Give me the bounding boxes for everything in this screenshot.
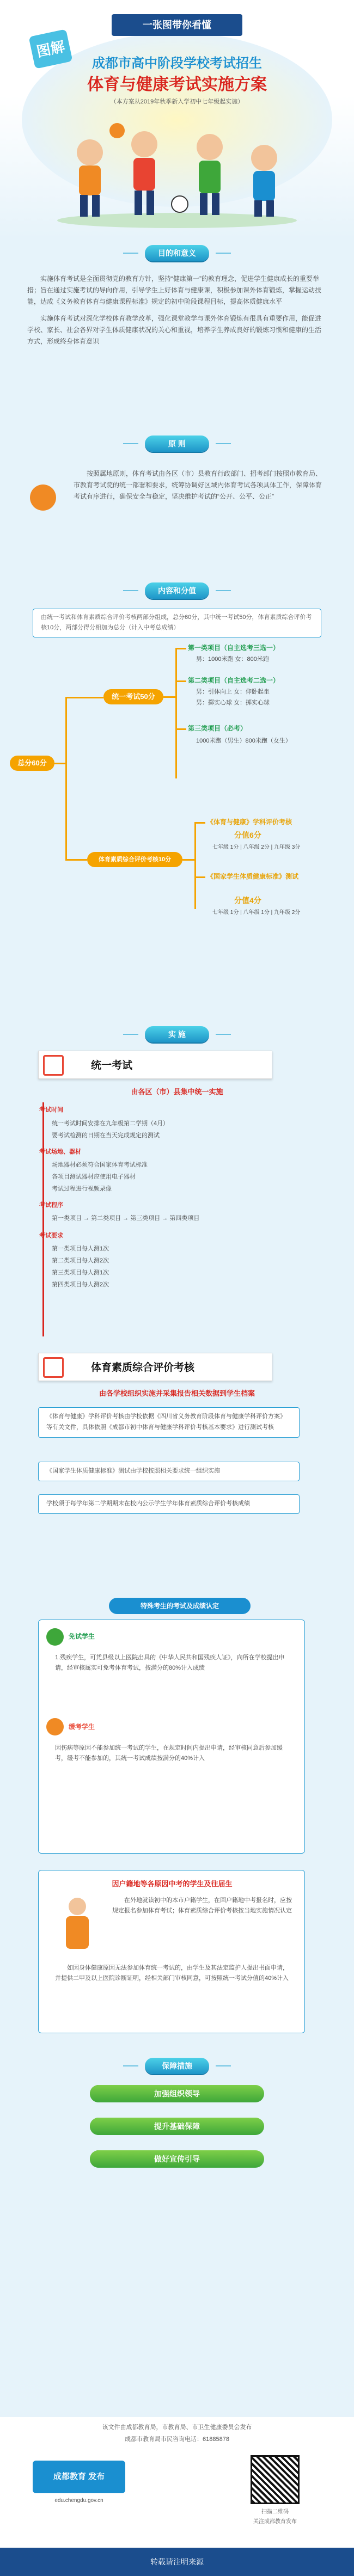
purpose-ribbon bbox=[145, 245, 209, 261]
tree-line bbox=[175, 648, 186, 649]
eval1-label: 《体育与健康》学科评价考核 bbox=[207, 818, 292, 826]
principle-text: 按照属地原则，体育考试由各区（市）县教育行政部门、招考部门按照市教育局、市教育考试院的统一部署和要求，统筹协调好区域内体育考试各项具体工作，保障体育考试有序进行，确保安全与稳定，坚决维护考试的“公开、公平、公正” bbox=[74, 470, 322, 500]
req-label: 考试要求 bbox=[39, 1232, 63, 1239]
unified-exam-sub: 由各区（市）县集中统一实施 bbox=[131, 1088, 223, 1096]
implementation-ribbon bbox=[145, 1026, 209, 1042]
eval1-grades: 七年级 1分 | 八年级 2分 | 九年级 3分 bbox=[212, 844, 301, 850]
qr-scan: 关注成都教育发布 bbox=[253, 2519, 297, 2525]
tree-line bbox=[175, 728, 186, 730]
basketball-hoop-icon bbox=[43, 1055, 64, 1076]
place-label: 考试场地、器材 bbox=[39, 1149, 81, 1155]
basketball-icon bbox=[109, 123, 125, 138]
special-title: 特殊考生的考试及成绩认定 bbox=[109, 1598, 251, 1614]
tree-line bbox=[182, 859, 194, 861]
player-2 bbox=[131, 131, 157, 215]
header-title-2: 体育与健康考试实施方案 bbox=[87, 76, 267, 94]
player-3 bbox=[197, 134, 223, 215]
purpose-text-2: 实施体育考试对深化学校体育教学改革，强化课堂教学与课外体育锻炼有很具有重要作用，能促进学校、家长、社会各界对学生体质健康状况的关心和重视，培养学生养成良好的锻炼习惯和健康的生活方式，形成终身体育意识 bbox=[27, 315, 322, 345]
tree-line bbox=[54, 763, 65, 764]
proc-step-1: 第一类项目 bbox=[52, 1215, 82, 1222]
defer-icon bbox=[46, 1718, 64, 1735]
cat1-label: 第一类项目（自主选考三选一） bbox=[188, 644, 280, 652]
guarantee-item-3: 做好宣传引导 bbox=[90, 2150, 264, 2168]
footer-logo: 成都教育 发布 bbox=[33, 2461, 125, 2493]
exempt-label: 免试学生 bbox=[69, 1633, 95, 1640]
eval-title: 体育素质综合评价考核 bbox=[91, 1362, 195, 1373]
transfer-card bbox=[38, 1870, 305, 2033]
basketball-icon bbox=[30, 484, 56, 511]
tree-line bbox=[194, 822, 196, 909]
unified-exam-title: 统一考试 bbox=[91, 1060, 133, 1071]
guarantee-pill: 保障措施 bbox=[145, 2058, 209, 2074]
cat2-items-2: 男：掷实心球 女：掷实心球 bbox=[196, 700, 270, 706]
tree-line bbox=[175, 680, 186, 682]
eval-box-3: 学校须于每学年第二学期期末在校内公示学生学年体育素质综合评价考核成绩 bbox=[38, 1494, 300, 1514]
content-note: 由统一考试和体育素质综合评价考核两部分组成，总分60分，其中统一考试50分，体育素质综合评价考核10分，两部分得分相加为总分（计入中考总成绩） bbox=[33, 609, 321, 637]
timeline-line bbox=[42, 1102, 44, 1336]
player-1 bbox=[77, 139, 103, 217]
transfer-title: 因户籍地等各原因中考的学生及往届生 bbox=[112, 1880, 233, 1888]
place-3: 考试过程进行视频录像 bbox=[52, 1186, 112, 1192]
principle-ribbon bbox=[145, 436, 209, 452]
exempt-icon bbox=[46, 1628, 64, 1646]
header-badge: 一张图带你看懂 bbox=[112, 14, 242, 36]
footer-site: edu.chengdu.gov.cn bbox=[54, 2498, 103, 2504]
guarantee-ribbon bbox=[145, 2058, 209, 2074]
players-illustration bbox=[52, 114, 302, 229]
proc-label: 考试程序 bbox=[39, 1202, 63, 1209]
proc-step-3: 第三类项目 bbox=[130, 1215, 161, 1222]
footer-line-1: 该文件由成都教育局，市教育局、市卫生健康委员会发布 bbox=[102, 2424, 252, 2431]
eval2-label: 《国家学生体质健康标准》测试 bbox=[207, 873, 299, 880]
proc-step-4: 第四类项目 bbox=[169, 1215, 200, 1222]
eval-box-2: 《国家学生体质健康标准》测试由学校按照相关要求统一组织实施 bbox=[38, 1462, 300, 1481]
defer-label: 缓考学生 bbox=[69, 1723, 95, 1731]
proc-step-2: 第二类项目 bbox=[91, 1215, 121, 1222]
eval1-score: 分值6分 bbox=[234, 831, 261, 839]
guarantee-item-2: 提升基础保障 bbox=[90, 2118, 264, 2135]
proc-steps: 第一类项目 → 第二类项目 → 第三类项目 → 第四类项目 bbox=[52, 1215, 200, 1222]
tree-line bbox=[194, 876, 205, 878]
header-tag: 图解 bbox=[29, 29, 73, 69]
req-3: 第三类项目每人测1次 bbox=[52, 1269, 109, 1276]
tree-line bbox=[65, 859, 87, 861]
place-2: 各项目测试器材应使用电子器材 bbox=[52, 1174, 136, 1180]
cat3-label: 第三类项目（必考） bbox=[188, 725, 247, 732]
purpose-text: 实施体育考试是全面贯彻党的教育方针，坚持“健康第一”的教育理念，促进学生健康成长的重要举措；旨在通过实施考试的导向作用，引导学生上好体育与健康课，积极参加课外体育锻炼，掌握运动技能，达成《义务教育体育与健康课程标准》规定的初中阶段课程目标，提高体质健康水平 bbox=[27, 275, 322, 305]
time-2: 要考试检测的日期在当天完成规定的测试 bbox=[52, 1132, 160, 1139]
tree-line bbox=[175, 648, 177, 778]
eval-sub: 由各学校组织实施并采集报告相关数据到学生档案 bbox=[99, 1389, 255, 1397]
footer bbox=[0, 2417, 354, 2576]
player-4 bbox=[251, 145, 277, 217]
guarantee-item-1: 加强组织领导 bbox=[90, 2085, 264, 2102]
special-card bbox=[38, 1620, 305, 1854]
total-score: 总分60分 bbox=[10, 756, 54, 771]
req-2: 第二类项目每人测2次 bbox=[52, 1258, 109, 1264]
special-section bbox=[0, 1598, 354, 2044]
basketball-hoop-icon bbox=[43, 1357, 64, 1378]
content-section bbox=[0, 582, 354, 1029]
cat2-items: 男：引体向上 女：仰卧起坐 bbox=[196, 689, 270, 695]
eval-score: 体育素质综合评价考核10分 bbox=[87, 852, 182, 867]
header-title-1: 成都市高中阶段学校考试招生 bbox=[92, 56, 262, 71]
time-label: 考试时间 bbox=[39, 1107, 63, 1113]
eval2-grades: 七年级 1分 | 八年级 1分 | 九年级 2分 bbox=[212, 910, 301, 916]
place-1: 场地器材必须符合国家体育考试标准 bbox=[52, 1162, 148, 1168]
principle-pill: 原 则 bbox=[145, 436, 209, 452]
tree-line bbox=[163, 696, 175, 698]
eval2-score: 分值4分 bbox=[234, 896, 261, 905]
req-4: 第四类项目每人测2次 bbox=[52, 1281, 109, 1288]
eval-header bbox=[38, 1353, 272, 1381]
unified-score: 统一考试50分 bbox=[103, 689, 163, 704]
content-ribbon bbox=[145, 582, 209, 599]
guarantee-section bbox=[0, 2058, 354, 2199]
defer-text: 因伤病等原因不能参加统一考试的学生，在规定时间内提出申请，经审核同意后参加缓考，缓考不能参加的，其统一考试成绩按满分的40%计入 bbox=[55, 1745, 283, 1762]
header-subtitle: （本方案从2019年秋季新入学初中七年级起实施） bbox=[110, 99, 244, 105]
eval-box-1: 《体育与健康》学科评价考核由学校依据《四川省义务教育阶段体育与健康学科评价方案》等有关文件，具体依照《成都市初中体育与健康学科评价考核基本要求》进行测试考核 bbox=[38, 1407, 300, 1438]
purpose-section bbox=[0, 245, 354, 419]
footer-line-2: 成都市教育局市民咨询电话：61885878 bbox=[125, 2436, 229, 2443]
cat1-items: 男：1000米跑 女：800米跑 bbox=[196, 656, 269, 663]
req-1: 第一类项目每人测1次 bbox=[52, 1246, 109, 1252]
qr-label: 扫描二维码 bbox=[261, 2509, 289, 2515]
exempt-text: 1.残疾学生，可凭县级以上医院出具的《中华人民共和国残疾人证》，向所在学校提出申请，经审核属实可免考体育考试，按满分的80%计入成绩 bbox=[55, 1654, 285, 1672]
tree-line bbox=[65, 697, 103, 698]
tree-line bbox=[65, 697, 67, 860]
header bbox=[0, 0, 354, 240]
cat3-items: 1000米跑（男生）800米跑（女生） bbox=[196, 738, 291, 744]
transfer-text-2: 如因身体健康原因无法参加体育统一考试的，由学生及其法定监护人提出书面申请，并提供二甲及以上医院诊断证明，经相关部门审核同意，可按照统一考试分值的40%计入 bbox=[55, 1965, 289, 1982]
football-icon bbox=[172, 196, 188, 212]
content-pill: 内容和分值 bbox=[145, 582, 209, 599]
purpose-pill: 目的和意义 bbox=[145, 245, 209, 261]
implementation-pill: 实 施 bbox=[145, 1026, 209, 1042]
cat2-label: 第二类项目（自主选考二选一） bbox=[188, 677, 280, 684]
unified-exam-header bbox=[38, 1051, 272, 1079]
qr-code bbox=[251, 2455, 300, 2504]
footer-source: 转载请注明来源 bbox=[0, 2548, 354, 2576]
tree-line bbox=[194, 822, 205, 824]
time-1: 统一考试时间安排在九年级第二学期（4月） bbox=[52, 1120, 169, 1127]
transfer-text: 在外地就读初中的本市户籍学生，在回户籍地中考报名时，应按规定报名参加体育考试；体育素质综合评价考核按当地实施情况认定 bbox=[112, 1897, 292, 1915]
principle-section bbox=[0, 436, 354, 577]
